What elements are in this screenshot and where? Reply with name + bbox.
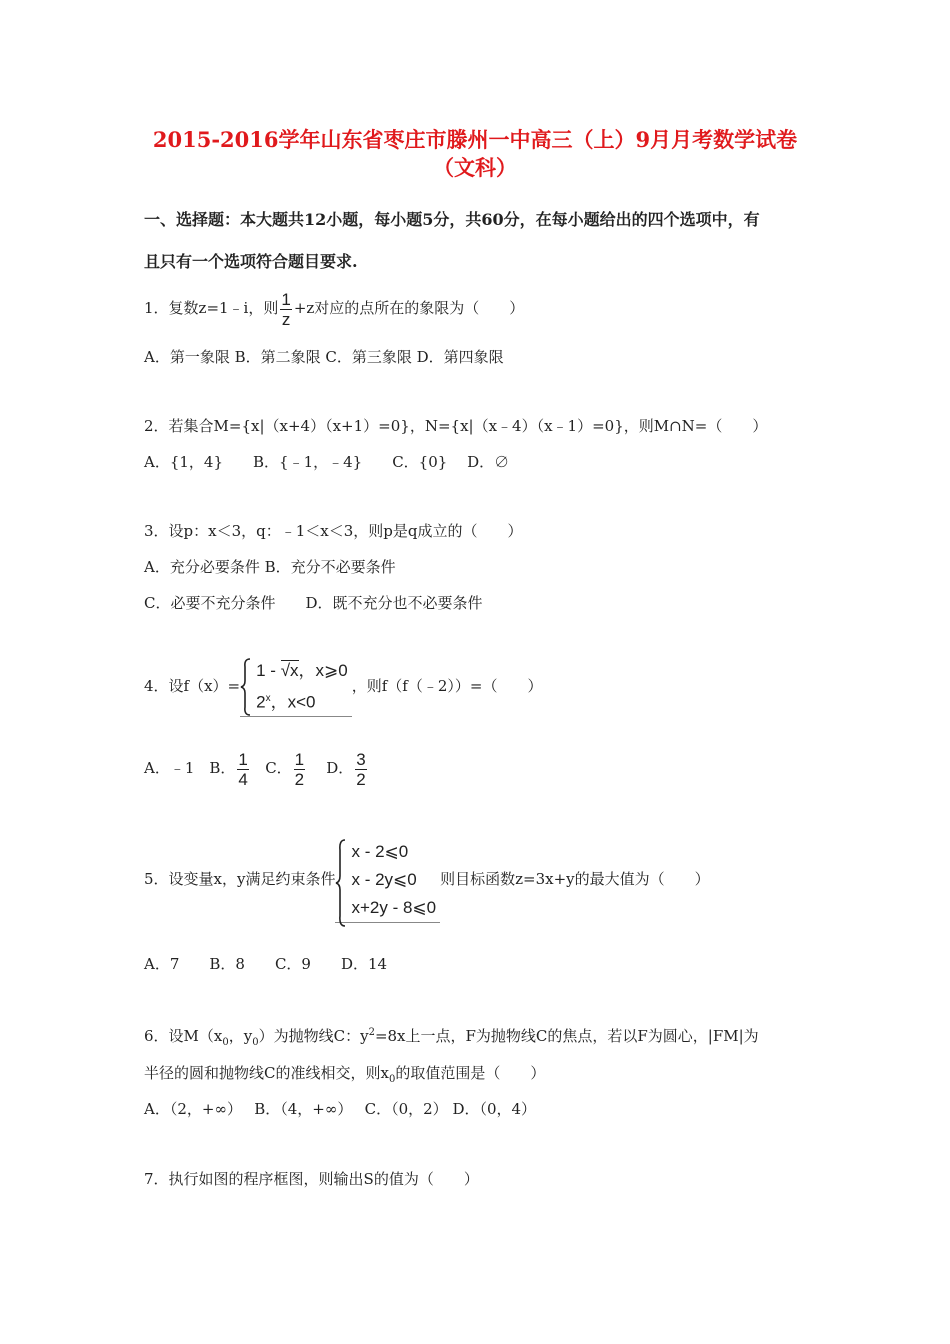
q5-constraint-3: x+2y - 8⩽0 xyxy=(351,897,437,917)
q1-fraction xyxy=(280,290,291,329)
question-2: 2．若集合M={x|（x+4）（x+1）=0}，N={x|（x﹣4）（x﹣1）=0}，则M∩N=（ ） xyxy=(144,417,768,435)
q1-options: A．第一象限 B．第二象限 C．第三象限 D．第四象限 xyxy=(144,348,504,366)
question-3: 3．设p：x＜3，q：﹣1＜x＜3，则p是q成立的（ ） xyxy=(144,522,523,540)
section-heading-cont: 且只有一个选项符合题目要求. xyxy=(144,252,358,271)
q5-options: A．7 B．8 C．9 D．14 xyxy=(144,955,388,973)
q2-options: A．{1，4} B．{﹣1，﹣4} C．{0} D．∅ xyxy=(144,453,510,471)
question-4 xyxy=(144,656,542,717)
q6-options: A．（2，+∞） B．（4，+∞） C．（0，2） D．（0，4） xyxy=(144,1100,537,1118)
q5-constraint-1: x - 2⩽0 xyxy=(351,841,409,861)
q4-prefix: 4．设f（x）= xyxy=(144,677,241,695)
q3-options-1: A．充分必要条件 B．充分不必要条件 xyxy=(144,558,396,576)
question-6-line-2: 半径的圆和抛物线C的准线相交，则$x_0$的取值范围是（ ） xyxy=(144,1064,546,1085)
q1-prefix: 1．复数z=1﹣i，则 xyxy=(144,299,279,317)
left-brace-icon xyxy=(240,657,252,717)
q5-suffix: 则目标函数z=3x+y的最大值为（ ） xyxy=(440,870,710,888)
q4-option-d-frac: $\frac{3}{2}$ xyxy=(356,749,366,789)
question-6-line-1: 6．设$M(x_0$，$y_0$）为抛物线C：$y^2=8x$上一点，F为抛物线C的焦点，若以F为圆心，|FM|为 xyxy=(144,1027,759,1048)
q5-constraint-2: x - 2y⩽0 xyxy=(351,869,417,889)
q4-option-b-frac: $\frac{1}{4}$ xyxy=(238,749,248,789)
q4-radical: √x xyxy=(280,660,299,680)
question-7: 7．执行如图的程序框图，则输出S的值为（ ） xyxy=(144,1170,479,1188)
q4-case-1: 1 - √x，x⩾0 xyxy=(256,660,348,680)
q4-case-2: 2$^x$，x<0 xyxy=(256,692,316,712)
exam-subtitle: （文科） xyxy=(433,155,517,180)
q4-options: A．﹣1 B． $\frac{1}{4}$ C． $\frac{1}{2}$ D． $\frac{3}{2}$ xyxy=(144,749,366,789)
q1-suffix: +z对应的点所在的象限为（ ） xyxy=(293,299,525,317)
question-5 xyxy=(144,834,710,924)
q4-suffix: ，则f（f（﹣2））=（ ） xyxy=(351,677,543,695)
section-heading: 一、选择题：本大题共12小题，每小题5分，共60分，在每小题给出的四个选项中，有 xyxy=(144,210,760,229)
q1-frac-num: 1 xyxy=(281,289,291,309)
q5-constraints xyxy=(335,838,440,923)
q1-frac-den: z xyxy=(281,309,291,329)
q5-prefix: 5．设变量x，y满足约束条件 xyxy=(144,870,336,888)
question-1 xyxy=(144,288,524,329)
left-brace-icon xyxy=(335,838,347,928)
q4-piecewise xyxy=(240,657,352,718)
exam-title: 2015-2016学年山东省枣庄市滕州一中高三（上）9月月考数学试卷 xyxy=(152,127,798,152)
q3-options-2: C．必要不充分条件 D．既不充分也不必要条件 xyxy=(144,594,483,612)
q4-option-c-frac: $\frac{1}{2}$ xyxy=(294,749,305,789)
